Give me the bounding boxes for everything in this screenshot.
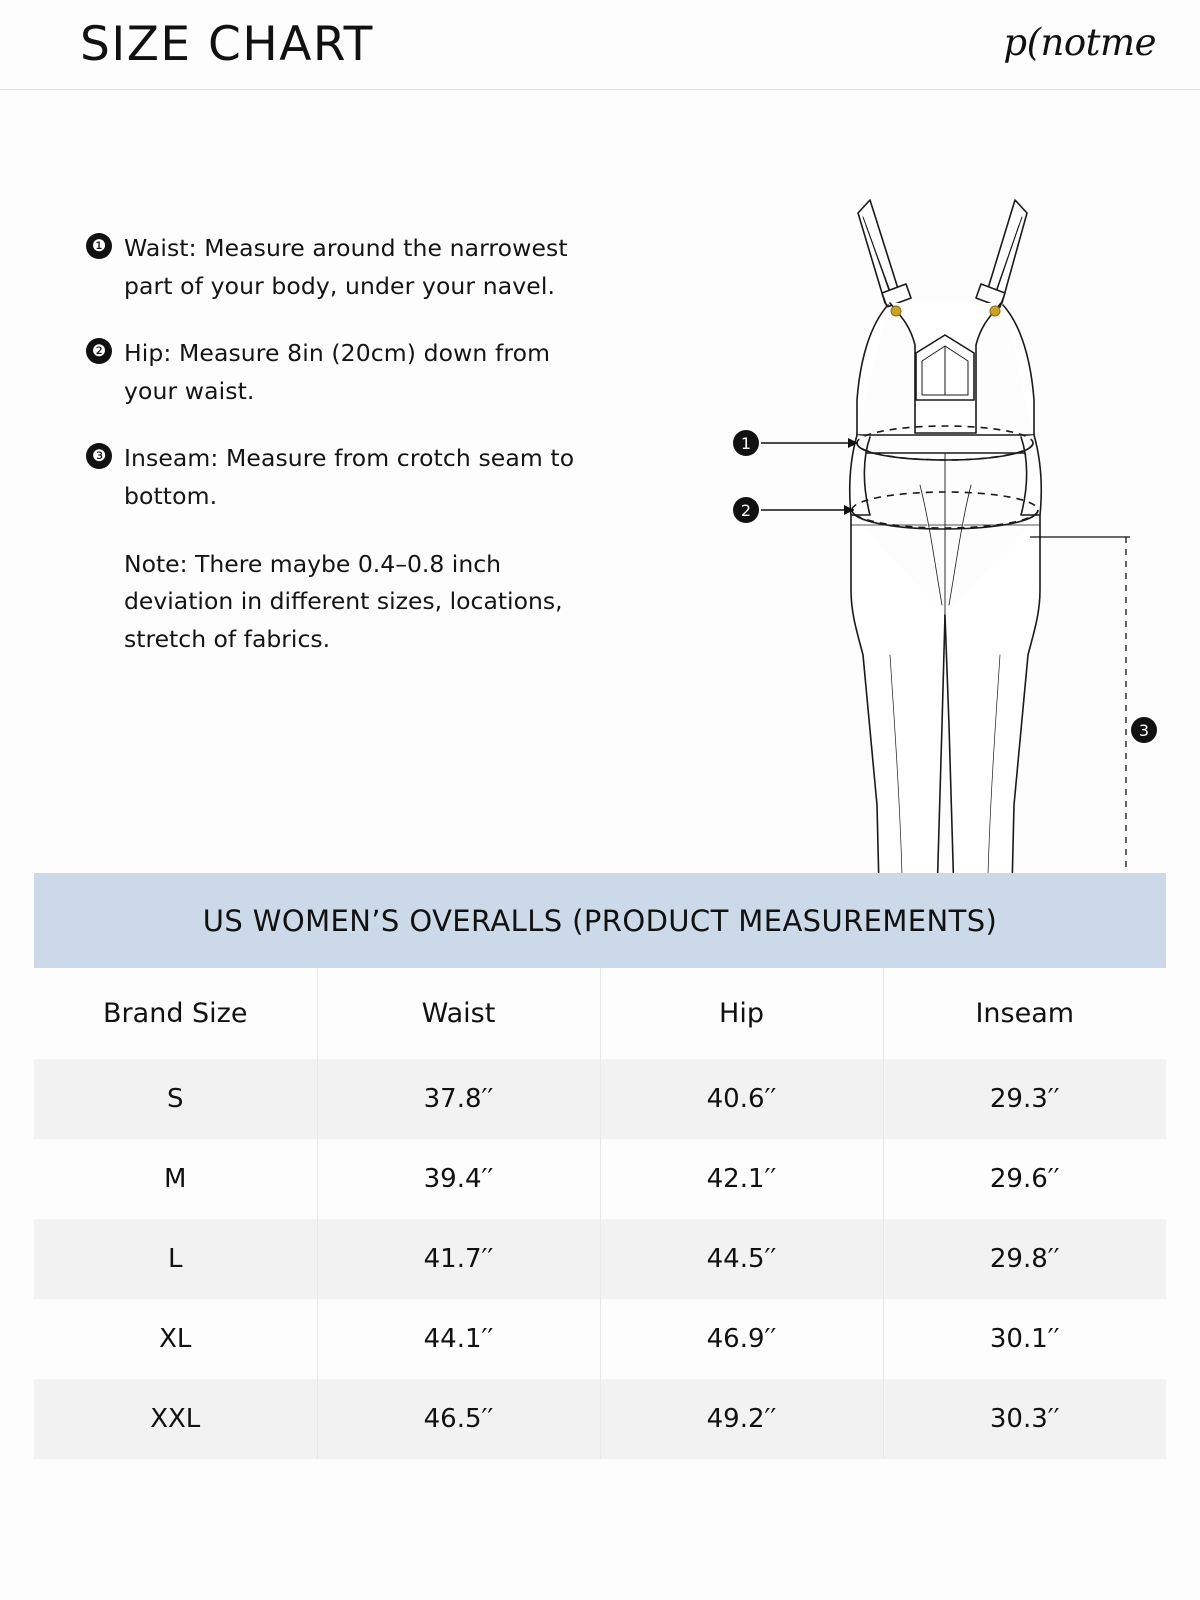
- size-table-section: [34, 873, 1166, 1459]
- page-title: SIZE CHART: [80, 17, 374, 72]
- cell-waist: 41.7′′: [317, 1219, 600, 1299]
- instruction-item: [86, 335, 576, 410]
- cell-hip: 44.5′′: [600, 1219, 883, 1299]
- cell-hip: 42.1′′: [600, 1139, 883, 1219]
- badge-number-2: ❷: [86, 338, 112, 364]
- cell-inseam: 30.3′′: [989, 1404, 1060, 1434]
- page-header: [0, 0, 1200, 90]
- table-row: [34, 1059, 1166, 1139]
- table-row: [34, 1139, 1166, 1219]
- instruction-text-inseam: Inseam: Measure from crotch seam to bottom.: [124, 444, 575, 510]
- cell-inseam: 29.3′′: [989, 1084, 1060, 1114]
- cell-hip: 46.9′′: [600, 1299, 883, 1379]
- overalls-illustration: [730, 185, 1160, 945]
- cell-hip: 49.2′′: [600, 1379, 883, 1459]
- cell-size: M: [34, 1139, 317, 1219]
- cell-size: XXL: [34, 1379, 317, 1459]
- instruction-item: [86, 230, 576, 305]
- column-header-inseam: Inseam: [975, 998, 1075, 1029]
- cell-waist: 37.8′′: [317, 1059, 600, 1139]
- table-row: [34, 1299, 1166, 1379]
- column-header-brand-size: Brand Size: [34, 968, 317, 1059]
- table-row: [34, 1219, 1166, 1299]
- cell-size: XL: [34, 1299, 317, 1379]
- instruction-text-hip: Hip: Measure 8in (20cm) down from your waist.: [124, 339, 551, 405]
- svg-text:2: 2: [740, 501, 752, 520]
- deviation-note: Note: There maybe 0.4–0.8 inch deviation in different sizes, locations, stretch of fabrics.: [124, 549, 563, 653]
- cell-size: L: [34, 1219, 317, 1299]
- cell-waist: 44.1′′: [317, 1299, 600, 1379]
- column-header-hip: Hip: [600, 968, 883, 1059]
- cell-inseam: 30.1′′: [989, 1324, 1060, 1354]
- table-row: [34, 1379, 1166, 1459]
- column-header-waist: Waist: [317, 968, 600, 1059]
- badge-number-3: ❸: [86, 443, 112, 469]
- svg-text:3: 3: [1138, 721, 1150, 740]
- cell-inseam: 29.6′′: [989, 1164, 1060, 1194]
- cell-waist: 39.4′′: [317, 1139, 600, 1219]
- measurement-guide-section: [0, 90, 1200, 865]
- size-table: [34, 968, 1166, 1459]
- size-table-title: US WOMEN’S OVERALLS (PRODUCT MEASUREMENTS): [34, 873, 1166, 968]
- brand-logo: p(notme: [1003, 21, 1156, 64]
- table-header-row: [34, 968, 1166, 1059]
- cell-size: S: [34, 1059, 317, 1139]
- cell-inseam: 29.8′′: [989, 1244, 1060, 1274]
- svg-text:1: 1: [740, 434, 752, 453]
- instructions-list: [86, 230, 576, 658]
- instruction-text-waist: Waist: Measure around the narrowest part of your body, under your navel.: [124, 234, 568, 300]
- cell-hip: 40.6′′: [600, 1059, 883, 1139]
- badge-number-1: ❶: [86, 233, 112, 259]
- cell-waist: 46.5′′: [317, 1379, 600, 1459]
- instruction-item: [86, 440, 576, 515]
